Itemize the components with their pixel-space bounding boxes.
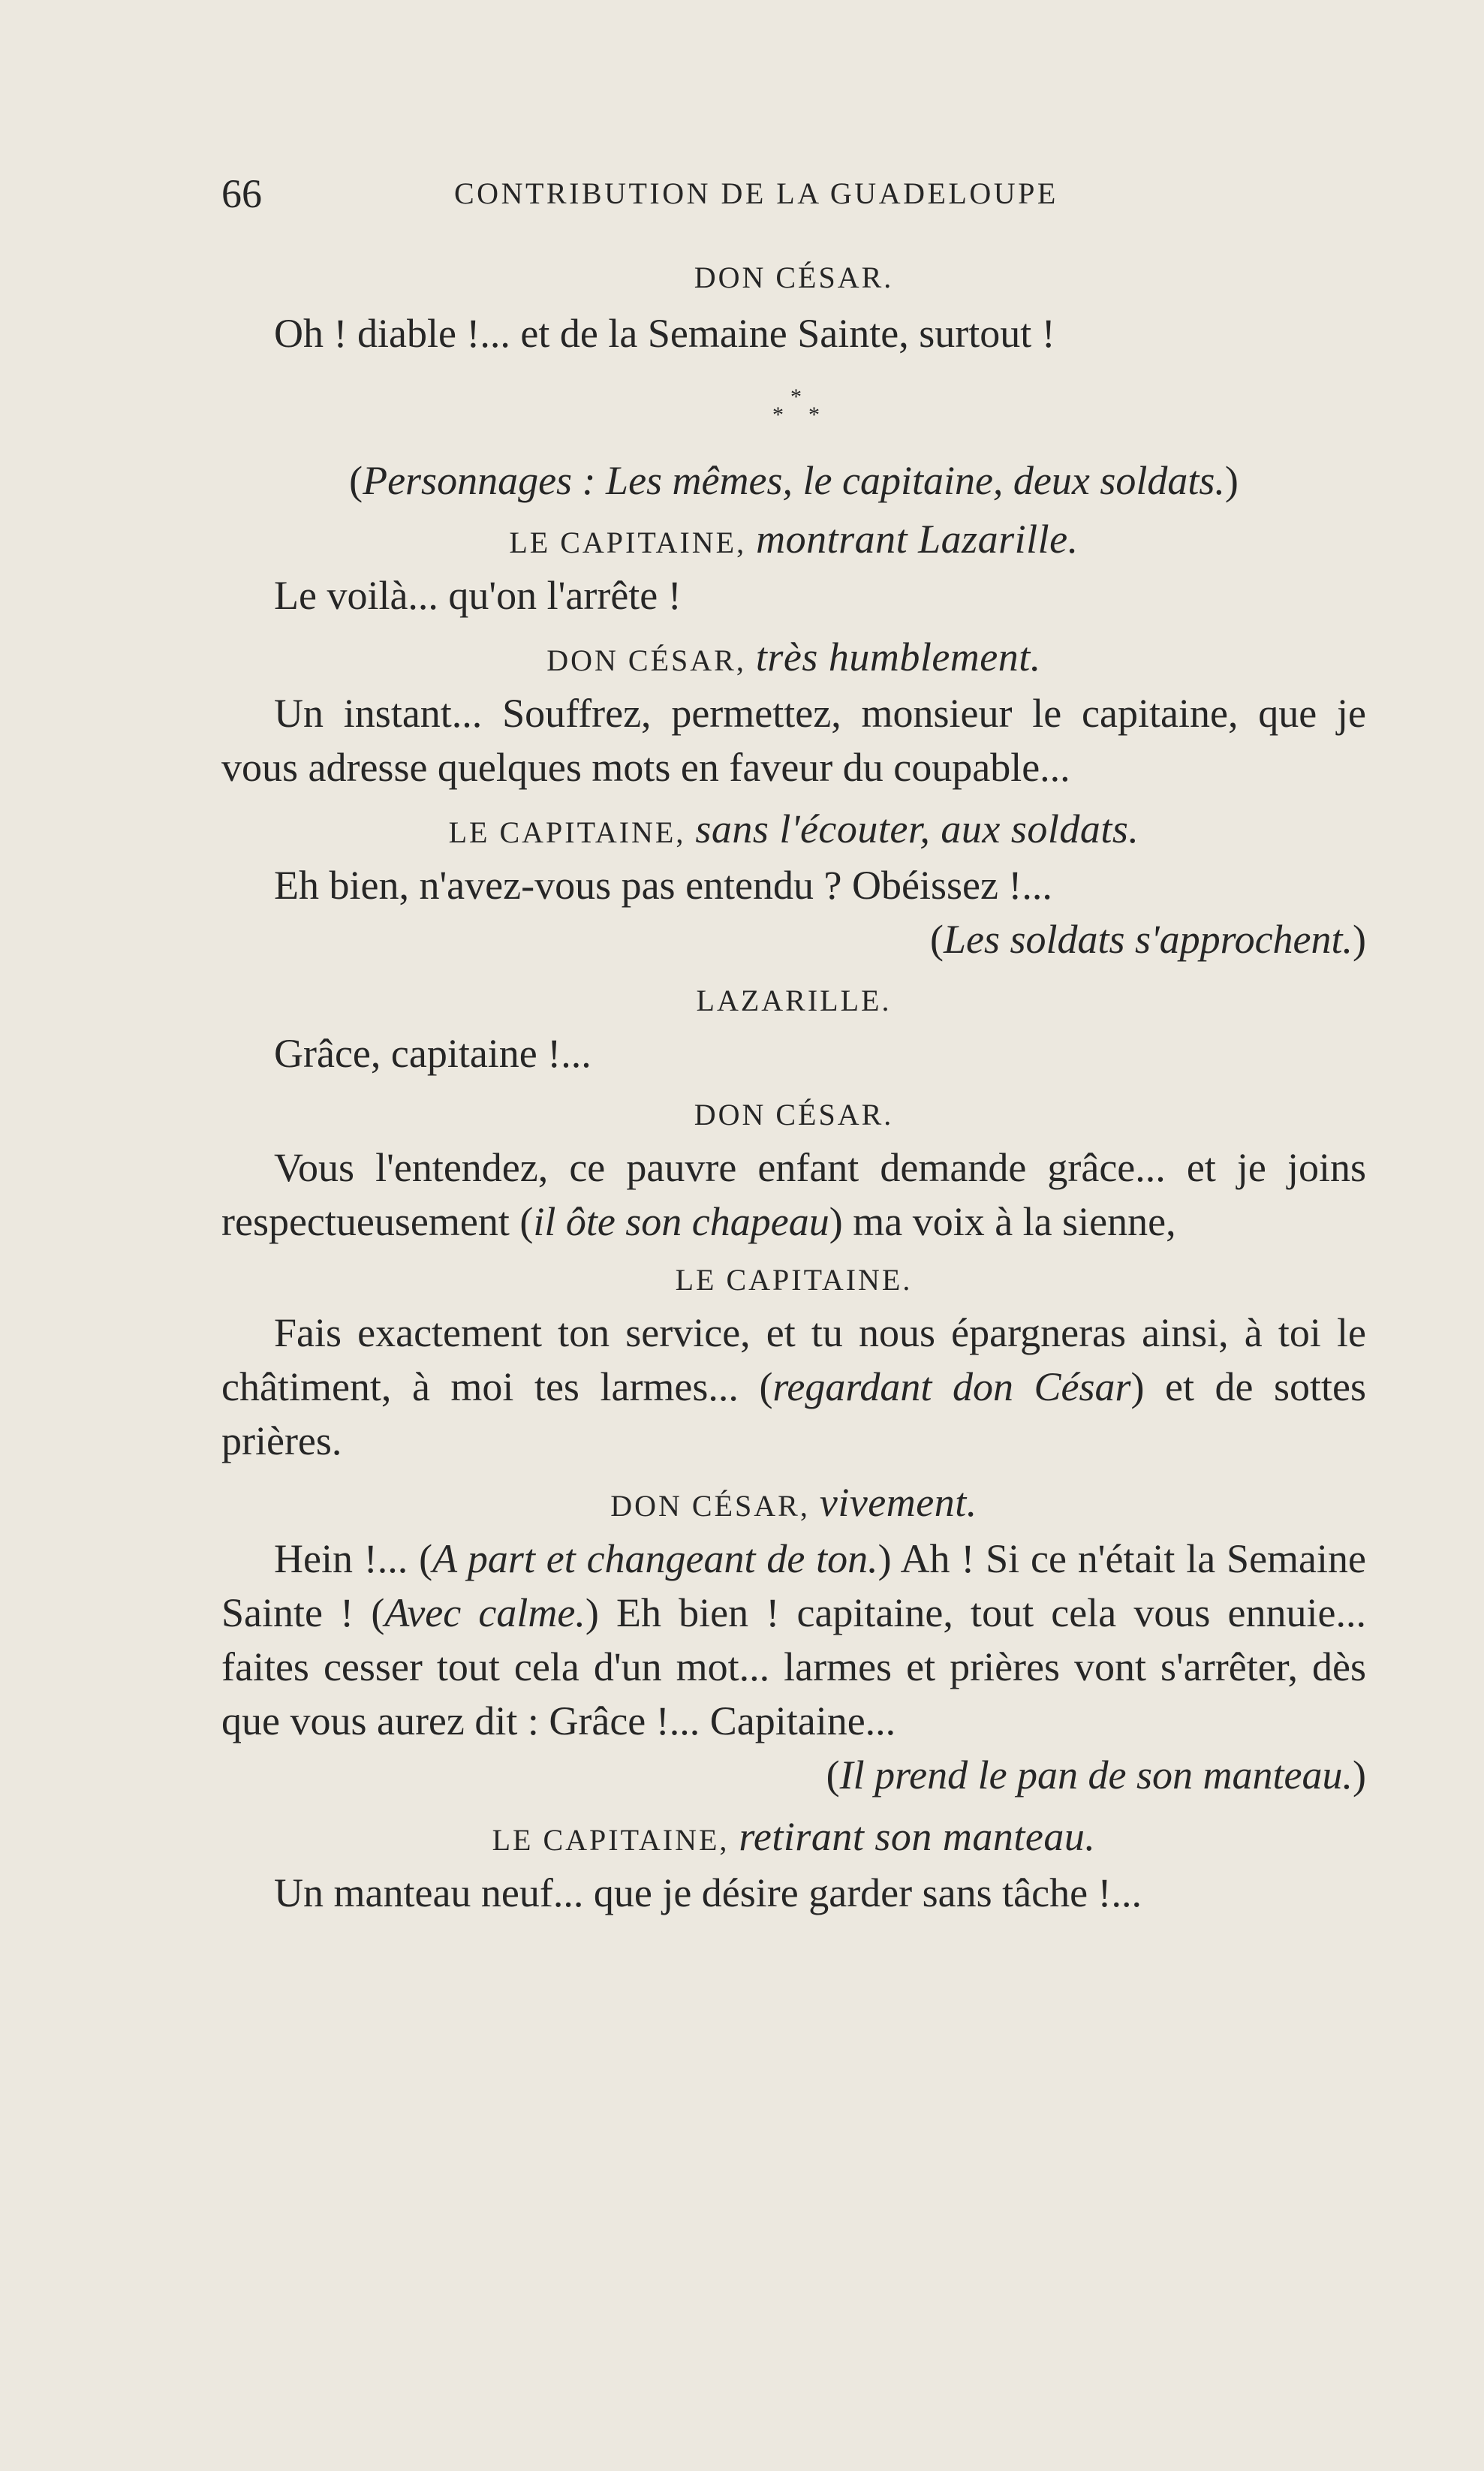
paren-open: (	[929, 917, 944, 962]
dialogue-paragraph	[221, 1532, 1366, 1748]
speaker-label: LE CAPITAINE,	[492, 1823, 730, 1857]
paren-open: (	[349, 458, 363, 503]
speaker-heading	[221, 634, 1366, 683]
dialogue-paragraph	[221, 1141, 1366, 1249]
stage-direction	[221, 454, 1366, 508]
speaker-label: DON CÉSAR.	[694, 1098, 894, 1132]
asterism-ornament	[221, 380, 1366, 447]
dialogue-line: Le voilà... qu'on l'arrête !	[274, 573, 682, 618]
asterism-star: *	[790, 384, 802, 409]
dialogue-line: Eh bien, n'avez-vous pas entendu ? Obéissez !...	[274, 863, 1052, 908]
stage-direction-text: Personnages : Les mêmes, le capitaine, deux soldats.	[363, 458, 1225, 503]
running-title: CONTRIBUTION DE LA GUADELOUPE	[454, 176, 1058, 210]
paren-close: )	[1224, 458, 1239, 503]
dialogue-text: Hein !... (	[274, 1536, 433, 1581]
inline-stage-direction: regardant don César	[772, 1364, 1131, 1409]
dialogue-paragraph: Un instant... Souffrez, permettez, monsieur le capitaine, que je vous adresse quelques mots en faveur du coupable...	[221, 691, 1366, 790]
stage-direction	[221, 1748, 1366, 1802]
paren-close: )	[1353, 917, 1366, 962]
stage-direction-text: Il prend le pan de son manteau.	[839, 1752, 1353, 1798]
dialogue-line: Un manteau neuf... que je désire garder sans tâche !...	[274, 1870, 1142, 1915]
page-header	[221, 164, 1366, 224]
stage-direction	[221, 912, 1366, 966]
speaker-direction: montrant Lazarille.	[756, 517, 1079, 562]
page-number: 66	[221, 171, 262, 216]
speaker-heading	[221, 806, 1366, 855]
speaker-direction: sans l'écouter, aux soldats.	[695, 806, 1139, 851]
inline-stage-direction: il ôte son chapeau	[533, 1199, 829, 1244]
speaker-label: LAZARILLE.	[696, 984, 892, 1017]
inline-stage-direction: Avec calme.	[384, 1590, 585, 1635]
speaker-heading	[221, 1480, 1366, 1529]
speaker-label: DON CÉSAR,	[610, 1489, 810, 1523]
speaker-heading	[221, 517, 1366, 565]
dialogue-paragraph	[221, 1306, 1366, 1468]
paren-open: (	[826, 1752, 840, 1798]
asterism-star: *	[772, 402, 784, 427]
speaker-direction: très humblement.	[755, 634, 1041, 680]
inline-stage-direction: A part et changeant de ton.	[432, 1536, 878, 1581]
speaker-direction: vivement.	[819, 1480, 977, 1525]
speaker-heading	[221, 1814, 1366, 1863]
speaker-label: DON CÉSAR,	[546, 643, 746, 677]
speaker-label: LE CAPITAINE,	[448, 815, 686, 849]
asterism-star: *	[808, 402, 820, 427]
speaker-label: LE CAPITAINE,	[509, 526, 747, 559]
dialogue-text: ) Ah ! Si ce n'était la Semaine Sainte ! (	[221, 1536, 1366, 1635]
dialogue-text: ) ma voix à la sienne,	[829, 1199, 1176, 1244]
dialogue-text: Fais exactement ton service, et tu nous épargneras ainsi, à toi le châtiment, à moi tes larmes... (	[221, 1310, 1366, 1409]
speaker-label: DON CÉSAR.	[694, 261, 894, 294]
paren-close: )	[1353, 1752, 1366, 1798]
page-body	[221, 255, 1366, 1920]
dialogue-line: Oh ! diable !... et de la Semaine Sainte, surtout !	[274, 311, 1055, 356]
dialogue-text: ) et de sottes prières.	[221, 1364, 1366, 1463]
stage-direction-text: Les soldats s'approchent.	[943, 917, 1353, 962]
dialogue-text: ) Eh bien ! capitaine, tout cela vous ennuie... faites cesser tout cela d'un mot... larmes et prières vont s'arrêter, dès que vous aurez dit : Grâce !... Capitaine...	[221, 1590, 1366, 1743]
speaker-direction: retirant son manteau.	[739, 1814, 1096, 1859]
speaker-label: LE CAPITAINE.	[675, 1263, 913, 1297]
dialogue-line: Grâce, capitaine !...	[274, 1031, 591, 1076]
dialogue-text: Vous l'entendez, ce pauvre enfant demande grâce... et je joins respectueusement (	[221, 1145, 1366, 1244]
